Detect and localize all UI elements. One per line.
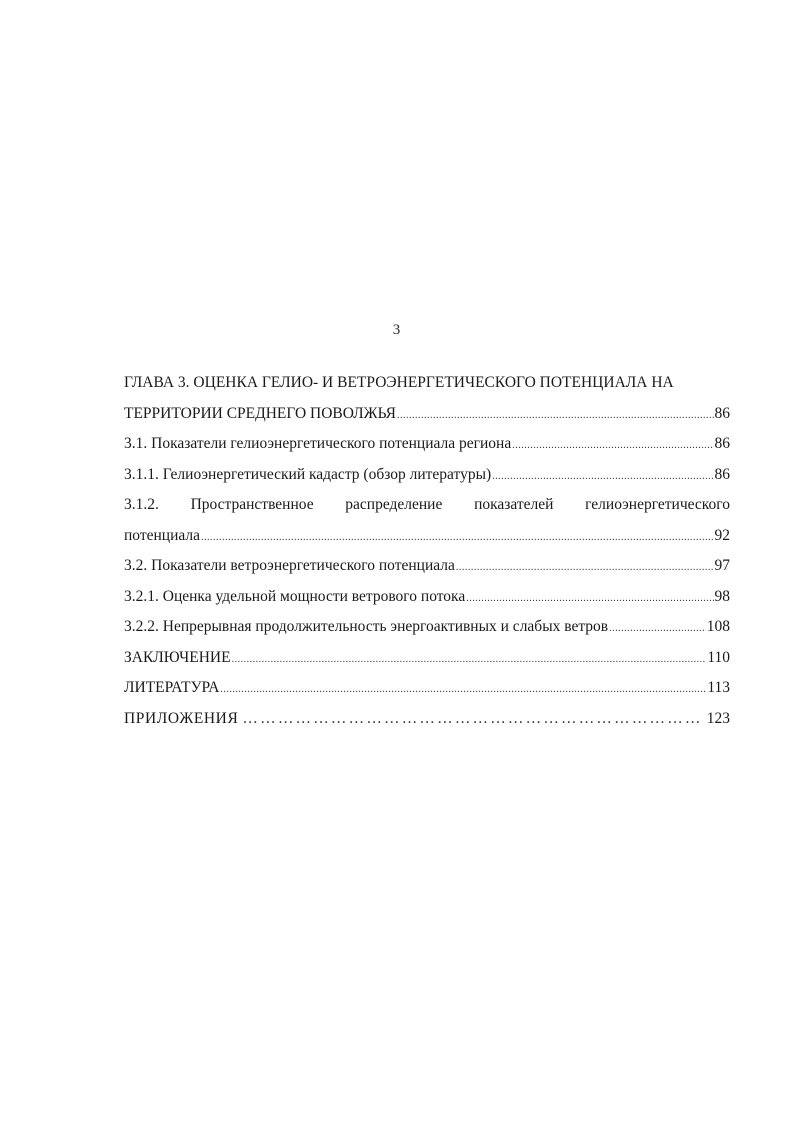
toc-entry-page: 98	[714, 587, 730, 605]
toc-entry-page: 123	[706, 709, 730, 727]
toc-entry-chapter3-line2[interactable]	[124, 399, 730, 430]
toc-entry-page: 92	[714, 526, 730, 544]
toc-word: Пространственное	[190, 496, 314, 513]
toc-entry-title: ПРИЛОЖЕНИЯ	[124, 709, 239, 727]
leader-dots	[492, 462, 713, 491]
toc-entry-title: ЛИТЕРАТУРА	[124, 679, 220, 696]
leader-dots	[466, 584, 713, 613]
toc-entry-appendix[interactable]	[124, 704, 730, 735]
toc-entry-3-1-1[interactable]	[124, 460, 730, 491]
leader-dots	[609, 614, 706, 643]
toc-entry-3-2-2[interactable]	[124, 612, 730, 643]
toc-word: показателей	[474, 496, 554, 513]
toc-entry-title: 3.1. Показатели гелиоэнергетического потенциала региона	[124, 435, 512, 452]
toc-entry-conclusion[interactable]	[124, 643, 730, 674]
toc-word: распределение	[345, 496, 443, 513]
toc-entry-title: 3.2. Показатели ветроэнергетического потенциала	[124, 557, 455, 574]
toc-entry-title: ЗАКЛЮЧЕНИЕ	[124, 648, 231, 666]
leader-dots	[397, 401, 714, 430]
toc-entry-3-1[interactable]	[124, 429, 730, 460]
toc-entry-page: 113	[707, 679, 730, 696]
leader-dots	[242, 704, 702, 735]
toc-entry-title: ТЕРРИТОРИИ СРЕДНЕГО ПОВОЛЖЬЯ	[124, 404, 396, 422]
toc-entry-3-1-2-line2[interactable]	[124, 521, 730, 552]
toc-entry-page: 97	[714, 557, 730, 574]
toc-entry-chapter3-line1[interactable]	[124, 368, 730, 399]
toc-entry-title: 3.1.1. Гелиоэнергетический кадастр (обзор литературы)	[124, 465, 492, 483]
toc-word: гелиоэнергетического	[585, 496, 730, 513]
toc-entry-title: ГЛАВА 3. ОЦЕНКА ГЕЛИО- И ВЕТРОЭНЕРГЕТИЧЕСКОГО ПОТЕНЦИАЛА НА	[124, 374, 674, 391]
toc-entry-title: потенциала	[124, 526, 201, 544]
table-of-contents	[124, 368, 730, 734]
toc-entry-title: 3.2.1. Оценка удельной мощности ветрового потока	[124, 587, 466, 605]
toc-word: 3.1.2.	[124, 496, 159, 513]
leader-dots	[456, 553, 714, 582]
toc-entry-page: 86	[714, 404, 730, 422]
leader-dots	[201, 523, 713, 552]
page-number: 3	[392, 322, 401, 338]
toc-entry-literature[interactable]	[124, 673, 730, 704]
toc-entry-page: 108	[706, 618, 730, 635]
toc-entry-3-2-1[interactable]	[124, 582, 730, 613]
leader-dots	[220, 675, 706, 704]
toc-entry-3-2[interactable]	[124, 551, 730, 582]
leader-dots	[232, 645, 707, 674]
toc-entry-3-1-2-line1[interactable]	[124, 490, 730, 521]
toc-entry-page: 86	[714, 435, 730, 452]
toc-entry-page: 110	[707, 648, 730, 666]
toc-entry-page: 86	[714, 465, 730, 483]
toc-entry-title: 3.2.2. Непрерывная продолжительность энергоактивных и слабых ветров	[124, 618, 609, 635]
leader-dots	[512, 431, 713, 460]
